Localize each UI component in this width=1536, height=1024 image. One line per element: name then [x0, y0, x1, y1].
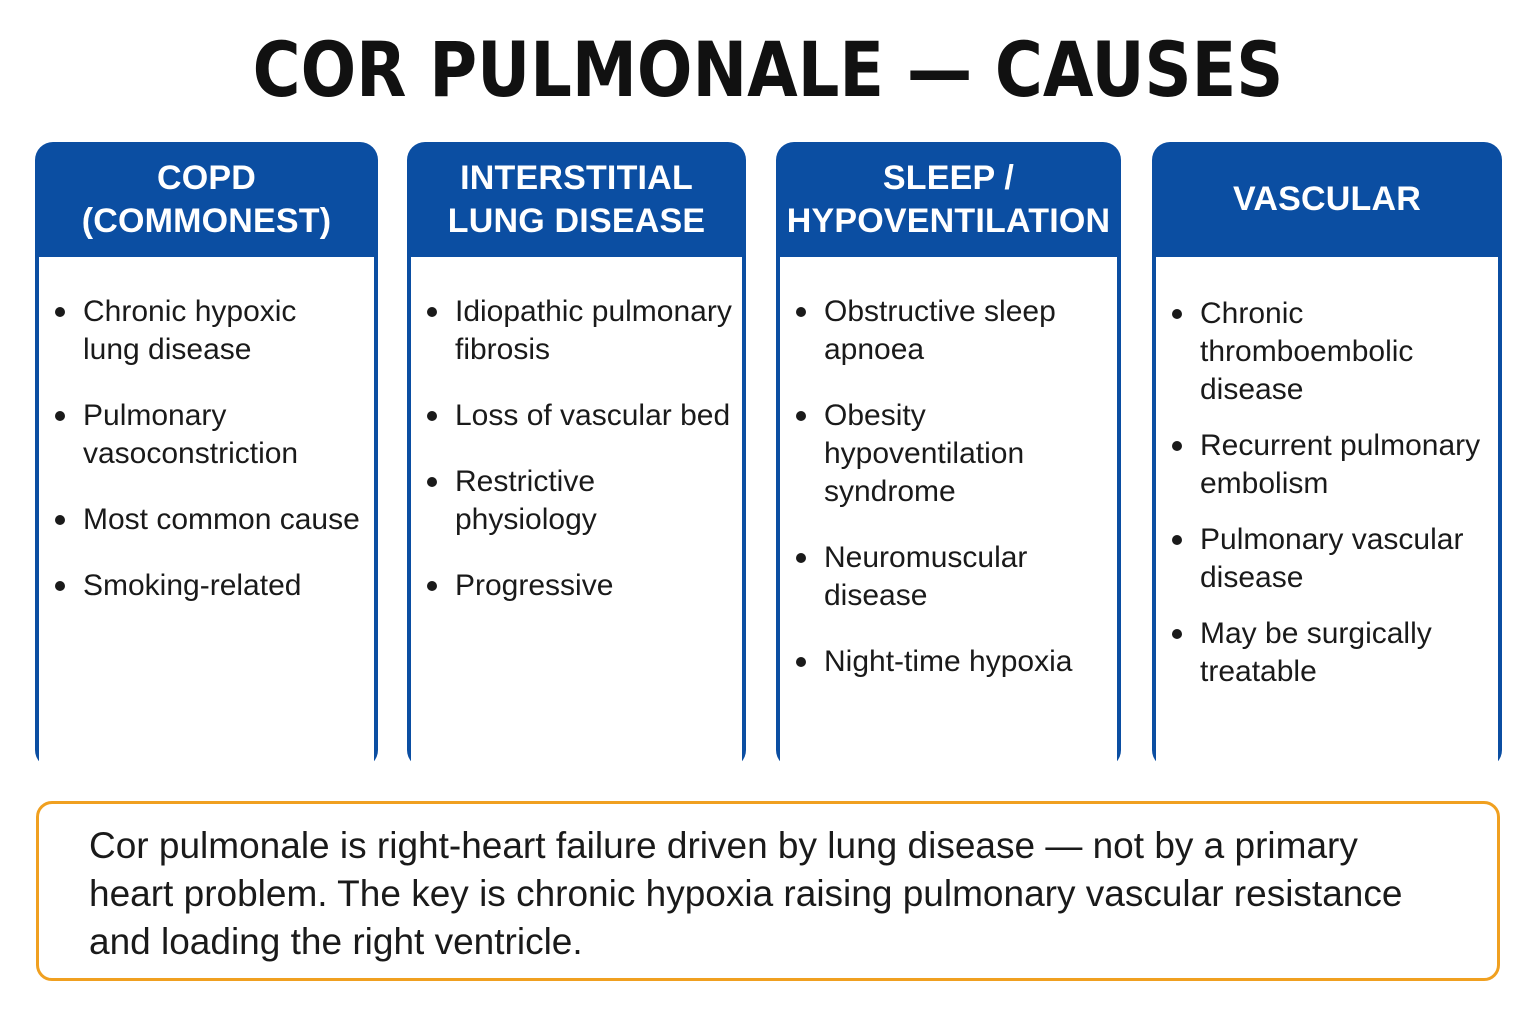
bullet-icon: [55, 307, 65, 317]
card-header: INTERSTITIAL LUNG DISEASE: [447, 158, 706, 240]
list-item-text: May be surgically treatable: [1200, 617, 1432, 688]
list-item: [55, 397, 364, 473]
list-item-text: Chronic hypoxic lung disease: [83, 295, 297, 366]
bullet-icon: [796, 657, 806, 667]
list-item: [796, 293, 1107, 369]
card-interstitial-lung-disease: [407, 142, 746, 768]
list-item-text: Pulmonary vasoconstriction: [83, 399, 299, 470]
list-item-text: Pulmonary vascular disease: [1200, 523, 1464, 594]
bullet-icon: [55, 411, 65, 421]
card-header: VASCULAR: [1233, 180, 1421, 218]
summary-note-text: Cor pulmonale is right-heart failure driven by lung disease — not by a primary heart problem. The key is chronic hypoxia raising pulmonary vascular resistance and loading the right ventricle.: [89, 825, 1403, 962]
list-item-text: Neuromuscular disease: [824, 541, 1028, 612]
bullet-icon: [1172, 309, 1182, 319]
bullet-icon: [427, 307, 437, 317]
list-item: [55, 567, 364, 605]
list-item: [1172, 295, 1488, 409]
bullet-icon: [1172, 535, 1182, 545]
bullet-icon: [796, 553, 806, 563]
bullet-icon: [55, 581, 65, 591]
bullet-icon: [1172, 441, 1182, 451]
card-list: [796, 293, 1107, 709]
list-item: [1172, 615, 1488, 691]
list-item-text: Smoking-related: [83, 569, 302, 602]
list-item-text: Most common cause: [83, 503, 360, 536]
list-item-text: Restrictive physiology: [455, 465, 597, 536]
card-body: [411, 257, 742, 848]
card-list: [55, 293, 364, 633]
list-item-text: Progressive: [455, 569, 614, 602]
list-item: [796, 539, 1107, 615]
list-item: [1172, 427, 1488, 503]
list-item: [55, 501, 364, 539]
card-list: [1172, 295, 1488, 709]
list-item: [427, 397, 732, 435]
list-item: [427, 293, 732, 369]
list-item-text: Loss of vascular bed: [455, 399, 731, 432]
list-item: [427, 567, 732, 605]
list-item: [796, 643, 1107, 681]
bullet-icon: [796, 307, 806, 317]
list-item-text: Idiopathic pulmonary fibrosis: [455, 295, 732, 366]
list-item: [796, 397, 1107, 511]
list-item-text: Obesity hypoventilation syndrome: [824, 399, 1025, 508]
card-header: COPD (COMMONEST): [81, 158, 332, 240]
card-vascular: [1152, 142, 1502, 768]
card-body: [780, 257, 1117, 848]
list-item: [427, 463, 732, 539]
bullet-icon: [55, 515, 65, 525]
card-body: [1156, 257, 1498, 848]
bullet-icon: [796, 411, 806, 421]
bullet-icon: [427, 477, 437, 487]
bullet-icon: [427, 581, 437, 591]
summary-note: [36, 801, 1500, 981]
card-body: [39, 257, 374, 848]
list-item-text: Recurrent pulmonary embolism: [1200, 429, 1481, 500]
list-item: [55, 293, 364, 369]
list-item-text: Night-time hypoxia: [824, 645, 1073, 678]
card-list: [427, 293, 732, 633]
card-copd: [35, 142, 378, 768]
card-sleep-hypoventilation: [776, 142, 1121, 768]
list-item-text: Obstructive sleep apnoea: [824, 295, 1056, 366]
bullet-icon: [427, 411, 437, 421]
list-item-text: Chronic thromboembolic disease: [1200, 297, 1414, 406]
list-item: [1172, 521, 1488, 597]
bullet-icon: [1172, 629, 1182, 639]
page-title: COR PULMONALE — CAUSES: [252, 25, 1284, 114]
card-header: SLEEP / HYPOVENTILATION: [786, 158, 1111, 240]
